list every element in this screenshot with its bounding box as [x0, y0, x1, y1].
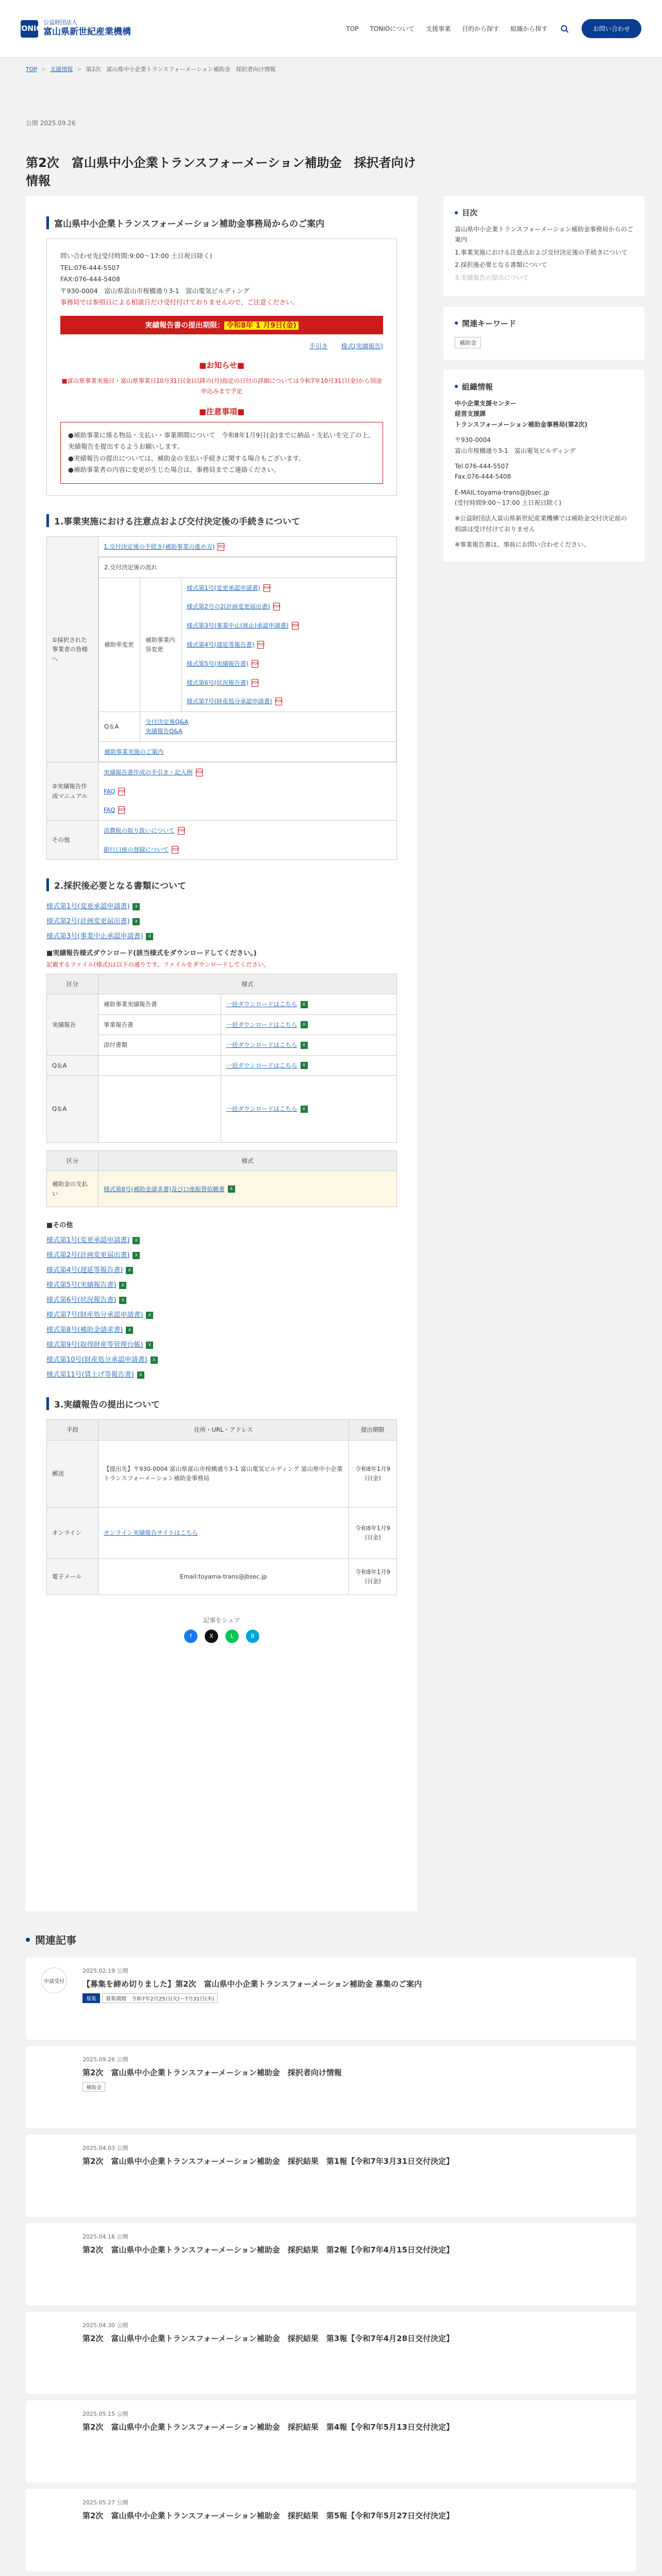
- pdf-icon: PDF: [292, 622, 299, 630]
- misc-link[interactable]: 銀行口座の登録について: [104, 845, 169, 853]
- related-card[interactable]: [26, 2312, 636, 2394]
- form-link[interactable]: 様式第2号(計画変更届出書): [46, 1251, 130, 1260]
- org-line: Tel.076-444-5507: [455, 462, 509, 470]
- nav-org[interactable]: 組織から探す: [510, 25, 548, 32]
- section2-heading: 2.採択後必要となる書類について: [46, 878, 397, 891]
- section3-heading: 3.実績報告の提出について: [46, 1397, 397, 1410]
- deadline-banner: 実績報告書の提出期限： 令和8年 1 月9日(金): [60, 316, 383, 334]
- card-date: 2025.05.27 公開: [82, 2499, 128, 2506]
- card-date: 2025.04.30 公開: [82, 2322, 128, 2329]
- payment-link[interactable]: 様式第8号(補助金請求書)及び口座振替依頼書: [104, 1185, 225, 1193]
- payment-table: [46, 1150, 397, 1207]
- excel-icon: X: [228, 1185, 235, 1193]
- logo-sub: 公益財団法人: [43, 19, 77, 26]
- form-link[interactable]: 様式第10号(財産処分承認申請書): [46, 1356, 147, 1364]
- card-date: 2025.04.16 公開: [82, 2233, 128, 2240]
- toc-item[interactable]: 富山県中小企業トランスフォーメーション補助金事務局からのご案内: [455, 226, 633, 244]
- pdf-icon: PDF: [263, 584, 270, 592]
- download-link[interactable]: 一括ダウンロードはこちら: [226, 1061, 297, 1069]
- card-title: 第2次 富山県中小企業トランスフォーメーション補助金 採択結果 第3報【令和7年4月28日交付決定】: [82, 2334, 454, 2343]
- cell: Email:toyama-trans@jbsec.jp: [98, 1558, 349, 1595]
- toc-box: [443, 196, 644, 296]
- row-head: 実績報告: [47, 994, 98, 1055]
- card-title: 第2次 富山県中小企業トランスフォーメーション補助金 採択結果 第5報【令和7年5月27日交付決定】: [82, 2511, 454, 2520]
- site-header: [0, 0, 662, 58]
- toc-item[interactable]: 3.実績報告の提出について: [455, 274, 529, 281]
- col-header: 区分: [47, 974, 98, 994]
- pdf-icon: PDF: [196, 769, 203, 776]
- guide-link[interactable]: 補助事業実施のご案内: [104, 748, 163, 755]
- form-link[interactable]: 様式第1号(変更承認申請書): [187, 584, 260, 591]
- col-header: 区分: [47, 1150, 98, 1171]
- faq-link[interactable]: FAQ: [104, 806, 115, 814]
- excel-icon: X: [151, 1357, 158, 1364]
- card-date: 2025.04.03 公開: [82, 2145, 128, 2151]
- search-icon[interactable]: [559, 23, 570, 35]
- submission-table: [46, 1419, 397, 1595]
- card-chip: 募集: [82, 1993, 100, 2003]
- card-chip: 補助金: [82, 2082, 105, 2092]
- other-heading: ■その他: [46, 1222, 73, 1230]
- col-header: 住所・URL・アドレス: [98, 1420, 349, 1440]
- download-link[interactable]: 一括ダウンロードはこちら: [226, 1021, 297, 1028]
- status-badge: 申請受付: [41, 1968, 67, 1993]
- org-line: 〒930-0004: [455, 436, 491, 444]
- related-card[interactable]: [26, 2400, 636, 2483]
- form-link[interactable]: 様式第5号(実績報告書): [46, 1281, 117, 1290]
- org-line: ※公益財団法人富山県新世紀産業機構では補助金交付決定前の相談は受け付けておりません: [455, 515, 627, 533]
- x-icon[interactable]: X: [205, 1630, 218, 1643]
- excel-icon: X: [133, 903, 140, 910]
- related-articles: [26, 1932, 636, 2576]
- contact-button[interactable]: お問い合わせ: [582, 19, 641, 38]
- form-link[interactable]: 様式第4号(遅延等報告書): [187, 641, 255, 648]
- related-card[interactable]: [26, 2223, 636, 2306]
- card-title: 第2次 富山県中小企業トランスフォーメーション補助金 採択結果 第2報【令和7年4月15日交付決定】: [82, 2245, 454, 2255]
- share-label: 記事をシェア: [203, 1616, 240, 1624]
- org-title: 組織情報: [455, 381, 633, 392]
- breadcrumb: TOP > 支援情報 > 第2次 富山県中小企業トランスフォーメーション補助金 採択者向け情報: [26, 65, 276, 73]
- excel-icon: X: [301, 1001, 308, 1008]
- caution-line: ●補助事業に係る物品・支払い・事業期間について 令和8年1月9日(金)までに納品・支払いを完了の上、実績報告を提出するようお願いします。: [68, 431, 375, 451]
- excel-icon: X: [137, 1371, 144, 1379]
- sub-cat: 補助事業内容変更: [140, 578, 181, 711]
- card-date: 2025.05.15 公開: [82, 2411, 128, 2417]
- excel-icon: X: [133, 918, 140, 925]
- excel-icon: X: [146, 1342, 153, 1349]
- form-link[interactable]: 様式第2号の2(計画変更届出書): [187, 603, 270, 611]
- related-card[interactable]: [26, 2489, 636, 2571]
- col-header: 手段: [47, 1420, 98, 1440]
- global-nav: [346, 19, 641, 38]
- related-title: 関連記事: [26, 1932, 636, 1947]
- form-link[interactable]: 様式第3号(事業中止(廃止)承認申請書): [187, 622, 289, 630]
- card-title: 第2次 富山県中小企業トランスフォーメーション補助金 採択結果 第1報【令和7年3月31日交付決定】: [82, 2157, 454, 2166]
- notice-line: 〒930-0004 富山県富山市桜橋通り3-1 富山電気ビルディング: [60, 286, 250, 295]
- org-line: 経営支援課: [455, 410, 486, 418]
- form-link[interactable]: 様式第7号(財産処分承認申請書): [46, 1311, 143, 1319]
- notice-heading: 富山県中小企業トランスフォーメーション補助金事務局からのご案内: [46, 216, 397, 229]
- publish-date: 公開 2025.09.26: [26, 120, 76, 127]
- org-line: 富山市桜橋通り3-1 富山電気ビルディング: [455, 447, 576, 454]
- row-head: 補助金の支払い: [47, 1171, 98, 1207]
- col-header: 様式: [98, 974, 397, 994]
- row-head: その他: [47, 820, 98, 859]
- hatena-icon[interactable]: B: [246, 1630, 259, 1643]
- org-line: ※事業報告書は、事前にお問い合わせください。: [455, 541, 590, 549]
- card-date: 2025.09.26 公開: [82, 2056, 128, 2063]
- excel-icon: X: [301, 1106, 308, 1113]
- article-body: [26, 196, 418, 1911]
- pdf-icon: PDF: [257, 641, 264, 649]
- facebook-icon[interactable]: f: [184, 1630, 197, 1643]
- form-link[interactable]: 様式第6号(状況報告書): [187, 679, 249, 686]
- download-table: [46, 974, 397, 1143]
- cell: 令和8年1月9日(金): [349, 1558, 396, 1595]
- pdf-icon: PDF: [252, 679, 258, 687]
- pdf-icon: PDF: [172, 846, 178, 854]
- section1-heading: 1.事業実施における注意点および交付決定後の手続きについて: [46, 514, 397, 527]
- notice-line: TEL:076-444-5507: [60, 263, 120, 272]
- cell: 令和8年1月9日(金): [349, 1507, 396, 1558]
- form-link[interactable]: 様式第1号(変更承認申請書): [46, 903, 130, 911]
- line-icon[interactable]: L: [225, 1630, 239, 1643]
- manual-link[interactable]: 実績報告書作成の手引き・記入例: [104, 768, 193, 776]
- form-link[interactable]: 様式第8号(補助金請求書): [46, 1326, 123, 1334]
- site-logo[interactable]: [16, 19, 131, 39]
- cell: 補助事業実績報告書: [98, 994, 221, 1014]
- toc-title: 目次: [455, 207, 633, 218]
- breadcrumb-top[interactable]: TOP: [26, 65, 38, 73]
- pdf-icon: PDF: [118, 806, 125, 814]
- form-link[interactable]: 様式第9号(取得財産等管理台帳): [46, 1341, 143, 1349]
- chui-heading: ■注意事項■: [198, 406, 245, 416]
- excel-icon: X: [126, 1267, 133, 1274]
- page-title: 第2次 富山県中小企業トランスフォーメーション補助金 採択者向け情報: [26, 156, 416, 188]
- faq-link[interactable]: FAQ: [104, 787, 115, 795]
- sidebar: [443, 196, 644, 572]
- caution-box: [60, 422, 383, 484]
- notice-red-line: 事務局では参照日による相談日だけ受付付けておりませんので、ご注意ください。: [60, 298, 299, 306]
- section2-links: [46, 901, 397, 940]
- keyword-box: [443, 307, 644, 360]
- pdf-icon: PDF: [178, 827, 185, 835]
- nav-about[interactable]: TONIOについて: [370, 25, 415, 32]
- logo-name: 富山県新世紀産業機構: [43, 27, 131, 38]
- col-header: 様式: [98, 1150, 397, 1171]
- cell: 添付書類: [98, 1035, 221, 1055]
- card-title: 第2次 富山県中小企業トランスフォーメーション補助金 採択者向け情報: [82, 2068, 342, 2077]
- org-line: Fax.076-444-5408: [455, 473, 511, 481]
- form-link[interactable]: 様式第6号(状況報告書): [46, 1296, 117, 1304]
- excel-icon: X: [301, 1021, 308, 1028]
- other-forms: [46, 1234, 397, 1379]
- toc-item[interactable]: 1.事業実施における注意点および交付決定後の手続きについて: [455, 248, 628, 256]
- share-area: [46, 1616, 397, 1643]
- nav-purpose[interactable]: 目的から探す: [461, 25, 499, 32]
- org-box: [443, 370, 644, 562]
- download-link[interactable]: 一括ダウンロードはこちら: [226, 1001, 297, 1008]
- breadcrumb-support[interactable]: 支援情報: [50, 66, 73, 73]
- oshirase-item[interactable]: ■富山県事業実施日・富山県事業日10月31日(金)以降の(月)指定の日付の詳細については令和7年10月31日(金)から別途申込みまで予定: [61, 377, 382, 395]
- excel-icon: X: [119, 1282, 126, 1289]
- online-link[interactable]: オンライン実績報告サイトはこちら: [104, 1529, 198, 1537]
- form-link[interactable]: 様式第5号(実績報告書): [187, 659, 249, 667]
- logo-mark: TONIO: [21, 20, 38, 38]
- pdf-icon: PDF: [273, 603, 280, 611]
- pdf-icon: PDF: [275, 698, 282, 705]
- col-header: 提出期限: [349, 1420, 396, 1440]
- sub-head: 2.交付決定後の流れ: [99, 557, 396, 578]
- excel-icon: X: [133, 1237, 140, 1244]
- misc-link[interactable]: 消費税の取り扱いについて: [104, 826, 175, 834]
- nav-support[interactable]: 支援事業: [425, 25, 451, 32]
- doc-link[interactable]: 1.交付決定後の手続き(補助事業の進め方): [104, 543, 215, 550]
- excel-icon: X: [301, 1062, 308, 1069]
- oshirase-heading: ■お知らせ■: [199, 360, 244, 370]
- sub-cat: 補助率変更: [99, 578, 140, 711]
- card-title: 【募集を締め切りました】第2次 富山県中小企業トランスフォーメーション補助金 募集のご案内: [82, 1979, 422, 1989]
- pdf-icon: PDF: [218, 543, 224, 551]
- card-date: 2025.02.19 公開: [82, 1968, 128, 1974]
- section1-table: [46, 536, 397, 860]
- caution-line: ●補助事業者の内容に変更が生じた場合は、事務局までご連絡ください。: [68, 466, 280, 474]
- caution-line: ●実績報告の提出については、補助金の支払い手続きに関する場合もございます。: [68, 454, 305, 462]
- card-chip: 募集期間 令和7年2月25日(火)〜7月31日(木): [102, 1993, 218, 2003]
- form-link[interactable]: 様式第3号(事業中止承認申請書): [46, 933, 143, 941]
- forms-link[interactable]: 様式(実績報告): [341, 342, 383, 350]
- related-card[interactable]: [26, 2134, 636, 2217]
- related-card[interactable]: [26, 1957, 636, 2040]
- nav-top[interactable]: TOP: [346, 25, 359, 32]
- deadline-date: 令和8年 1 月9日(金): [224, 321, 299, 330]
- download-link[interactable]: 一括ダウンロードはこちら: [226, 1105, 297, 1113]
- notice-line: FAX:076-444-5408: [60, 275, 120, 283]
- download-heading: ■実績報告様式ダウンロード(該当様式をダウンロードしてください。): [46, 950, 257, 958]
- row-head: オンライン: [47, 1507, 98, 1558]
- row-head: ②実績報告作成マニュアル: [47, 762, 98, 820]
- form-link[interactable]: 様式第2号(計画変更届出書): [46, 918, 130, 926]
- excel-icon: X: [119, 1297, 126, 1304]
- org-line: (受付時間9:00〜17:00 土日祝日除く): [455, 499, 561, 507]
- excel-icon: X: [301, 1042, 308, 1049]
- toc-item[interactable]: 2.採択後必要となる書類について: [455, 261, 548, 269]
- form-link[interactable]: 様式第11号(賃上げ等報告書): [46, 1371, 134, 1379]
- org-line: 中小企業支援センター: [455, 399, 517, 407]
- pdf-icon: PDF: [118, 788, 125, 795]
- row-head: 郵送: [47, 1440, 98, 1507]
- related-card[interactable]: [26, 2046, 636, 2128]
- row-head: ①採択された事業者の皆様へ: [47, 536, 98, 762]
- keyword-tag[interactable]: 補助金: [455, 337, 481, 348]
- row-head: Q＆A: [47, 1055, 98, 1075]
- row-head: Q＆A: [47, 1075, 98, 1142]
- excel-icon: X: [126, 1327, 133, 1334]
- org-line: E-MAIL:toyama-trans@jbsec.jp: [455, 488, 550, 496]
- breadcrumb-current: 第2次 富山県中小企業トランスフォーメーション補助金 採択者向け情報: [86, 66, 276, 73]
- card-title: 第2次 富山県中小企業トランスフォーメーション補助金 採択結果 第4報【令和7年5月13日交付決定】: [82, 2422, 454, 2432]
- cell: 令和8年1月9日(金): [349, 1440, 396, 1507]
- excel-icon: X: [146, 933, 153, 940]
- form-link[interactable]: 様式第1号(変更承認申請書): [46, 1236, 130, 1245]
- cell: 事業報告書: [98, 1014, 221, 1035]
- download-link[interactable]: 一括ダウンロードはこちら: [226, 1041, 297, 1049]
- qa-link[interactable]: 実績報告Q&A: [145, 727, 183, 735]
- org-line: トランスフォーメーション補助金事務局(第2次): [455, 420, 588, 428]
- form-link[interactable]: 様式第4号(遅延等報告書): [46, 1266, 123, 1275]
- download-note: 記載するファイル(様式)は以下の通りです。ファイルをダウンロードしてください。: [46, 961, 270, 969]
- excel-icon: X: [133, 1252, 140, 1259]
- qa-link[interactable]: 交付決定後Q&A: [145, 718, 189, 725]
- keyword-title: 関連キーワード: [455, 318, 633, 329]
- row-head: 電子メール: [47, 1558, 98, 1595]
- guide-link[interactable]: 手引き: [309, 342, 328, 350]
- cell: 【提出先】〒930-0004 富山県富山市桜橋通り3-1 富山電気ビルディング 富山県中小企業トランスフォーメーション補助金事務局: [98, 1440, 349, 1507]
- notice-box: [46, 239, 397, 496]
- pdf-icon: PDF: [252, 660, 258, 668]
- form-link[interactable]: 様式第7号(財産処分承認申請書): [187, 698, 272, 705]
- notice-line: 問い合わせ先(受付時間:9:00〜17:00 土日祝日除く): [60, 252, 212, 260]
- qa-label: Q＆A: [99, 711, 140, 741]
- excel-icon: X: [146, 1312, 153, 1319]
